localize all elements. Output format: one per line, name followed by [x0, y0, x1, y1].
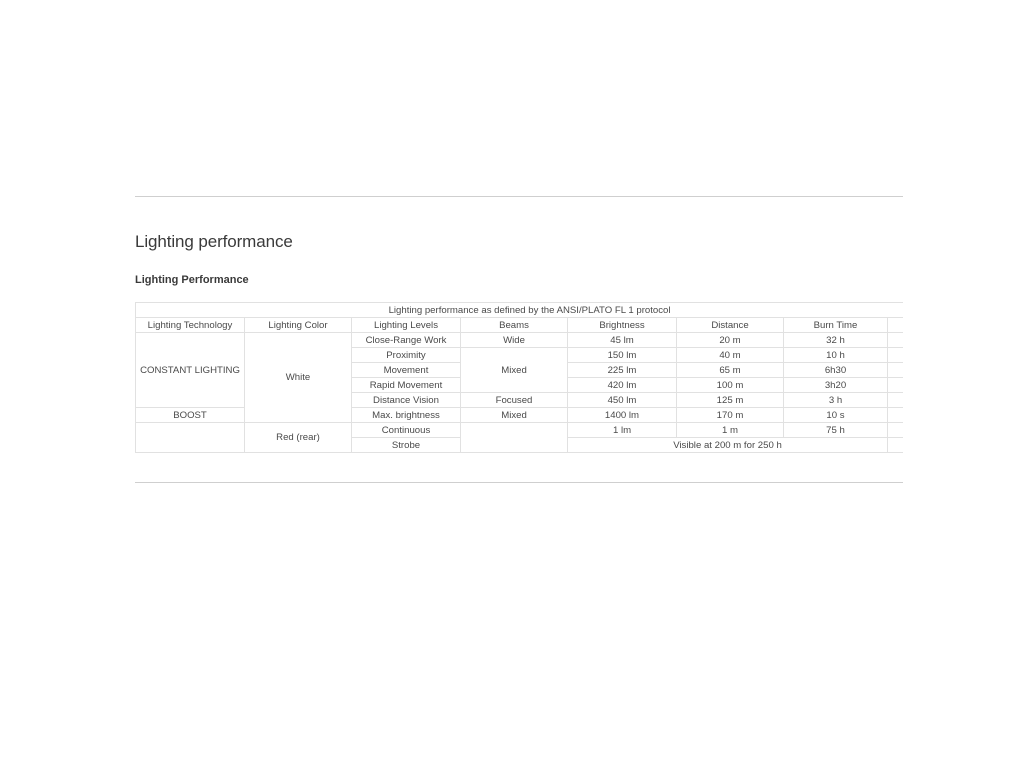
extra-cell [888, 438, 904, 453]
extra-cell [888, 408, 904, 423]
header-extra [888, 318, 904, 333]
level-cell: Strobe [352, 438, 461, 453]
beam-focused: Focused [461, 393, 568, 408]
level-cell: Proximity [352, 348, 461, 363]
distance-cell: 100 m [677, 378, 784, 393]
table-row [136, 423, 904, 438]
header-lighting-color: Lighting Color [245, 318, 352, 333]
header-lighting-levels: Lighting Levels [352, 318, 461, 333]
distance-cell: 20 m [677, 333, 784, 348]
lighting-table-container [135, 302, 903, 453]
burn-time-cell: 3h20 [784, 378, 888, 393]
brightness-cell: 420 lm [568, 378, 677, 393]
burn-time-cell: 10 s [784, 408, 888, 423]
header-row [136, 318, 904, 333]
burn-time-cell: 75 h [784, 423, 888, 438]
beam-wide: Wide [461, 333, 568, 348]
header-brightness: Brightness [568, 318, 677, 333]
beam-mixed: Mixed [461, 348, 568, 393]
brightness-cell: 45 lm [568, 333, 677, 348]
burn-time-cell: 10 h [784, 348, 888, 363]
burn-time-cell: 3 h [784, 393, 888, 408]
header-lighting-technology: Lighting Technology [136, 318, 245, 333]
burn-time-cell: 32 h [784, 333, 888, 348]
brightness-cell: 150 lm [568, 348, 677, 363]
section-heading: Lighting performance [135, 232, 293, 251]
level-cell: Rapid Movement [352, 378, 461, 393]
top-divider [135, 196, 903, 197]
table-title: Lighting Performance [135, 274, 249, 286]
header-beams: Beams [461, 318, 568, 333]
level-cell: Continuous [352, 423, 461, 438]
color-red-rear: Red (rear) [245, 423, 352, 453]
brightness-cell: 1 lm [568, 423, 677, 438]
lighting-performance-table [135, 302, 903, 453]
beam-mixed-boost: Mixed [461, 408, 568, 423]
table-caption: Lighting performance as defined by the ANSI/PLATO FL 1 protocol [136, 303, 904, 318]
beam-empty [461, 423, 568, 453]
bottom-divider [135, 482, 903, 483]
distance-cell: 40 m [677, 348, 784, 363]
extra-cell [888, 348, 904, 363]
extra-cell [888, 423, 904, 438]
technology-constant-lighting: CONSTANT LIGHTING [136, 333, 245, 408]
extra-cell [888, 333, 904, 348]
level-cell: Distance Vision [352, 393, 461, 408]
extra-cell [888, 363, 904, 378]
caption-row [136, 303, 904, 318]
extra-cell [888, 393, 904, 408]
brightness-cell: 1400 lm [568, 408, 677, 423]
technology-boost: BOOST [136, 408, 245, 423]
technology-empty [136, 423, 245, 453]
level-cell: Movement [352, 363, 461, 378]
brightness-cell: 225 lm [568, 363, 677, 378]
extra-cell [888, 378, 904, 393]
header-burn-time: Burn Time [784, 318, 888, 333]
burn-time-cell: 6h30 [784, 363, 888, 378]
level-cell: Close-Range Work [352, 333, 461, 348]
distance-cell: 125 m [677, 393, 784, 408]
strobe-note: Visible at 200 m for 250 h [568, 438, 888, 453]
brightness-cell: 450 lm [568, 393, 677, 408]
header-distance: Distance [677, 318, 784, 333]
distance-cell: 65 m [677, 363, 784, 378]
distance-cell: 1 m [677, 423, 784, 438]
color-white: White [245, 333, 352, 423]
table-row [136, 333, 904, 348]
level-cell: Max. brightness [352, 408, 461, 423]
distance-cell: 170 m [677, 408, 784, 423]
